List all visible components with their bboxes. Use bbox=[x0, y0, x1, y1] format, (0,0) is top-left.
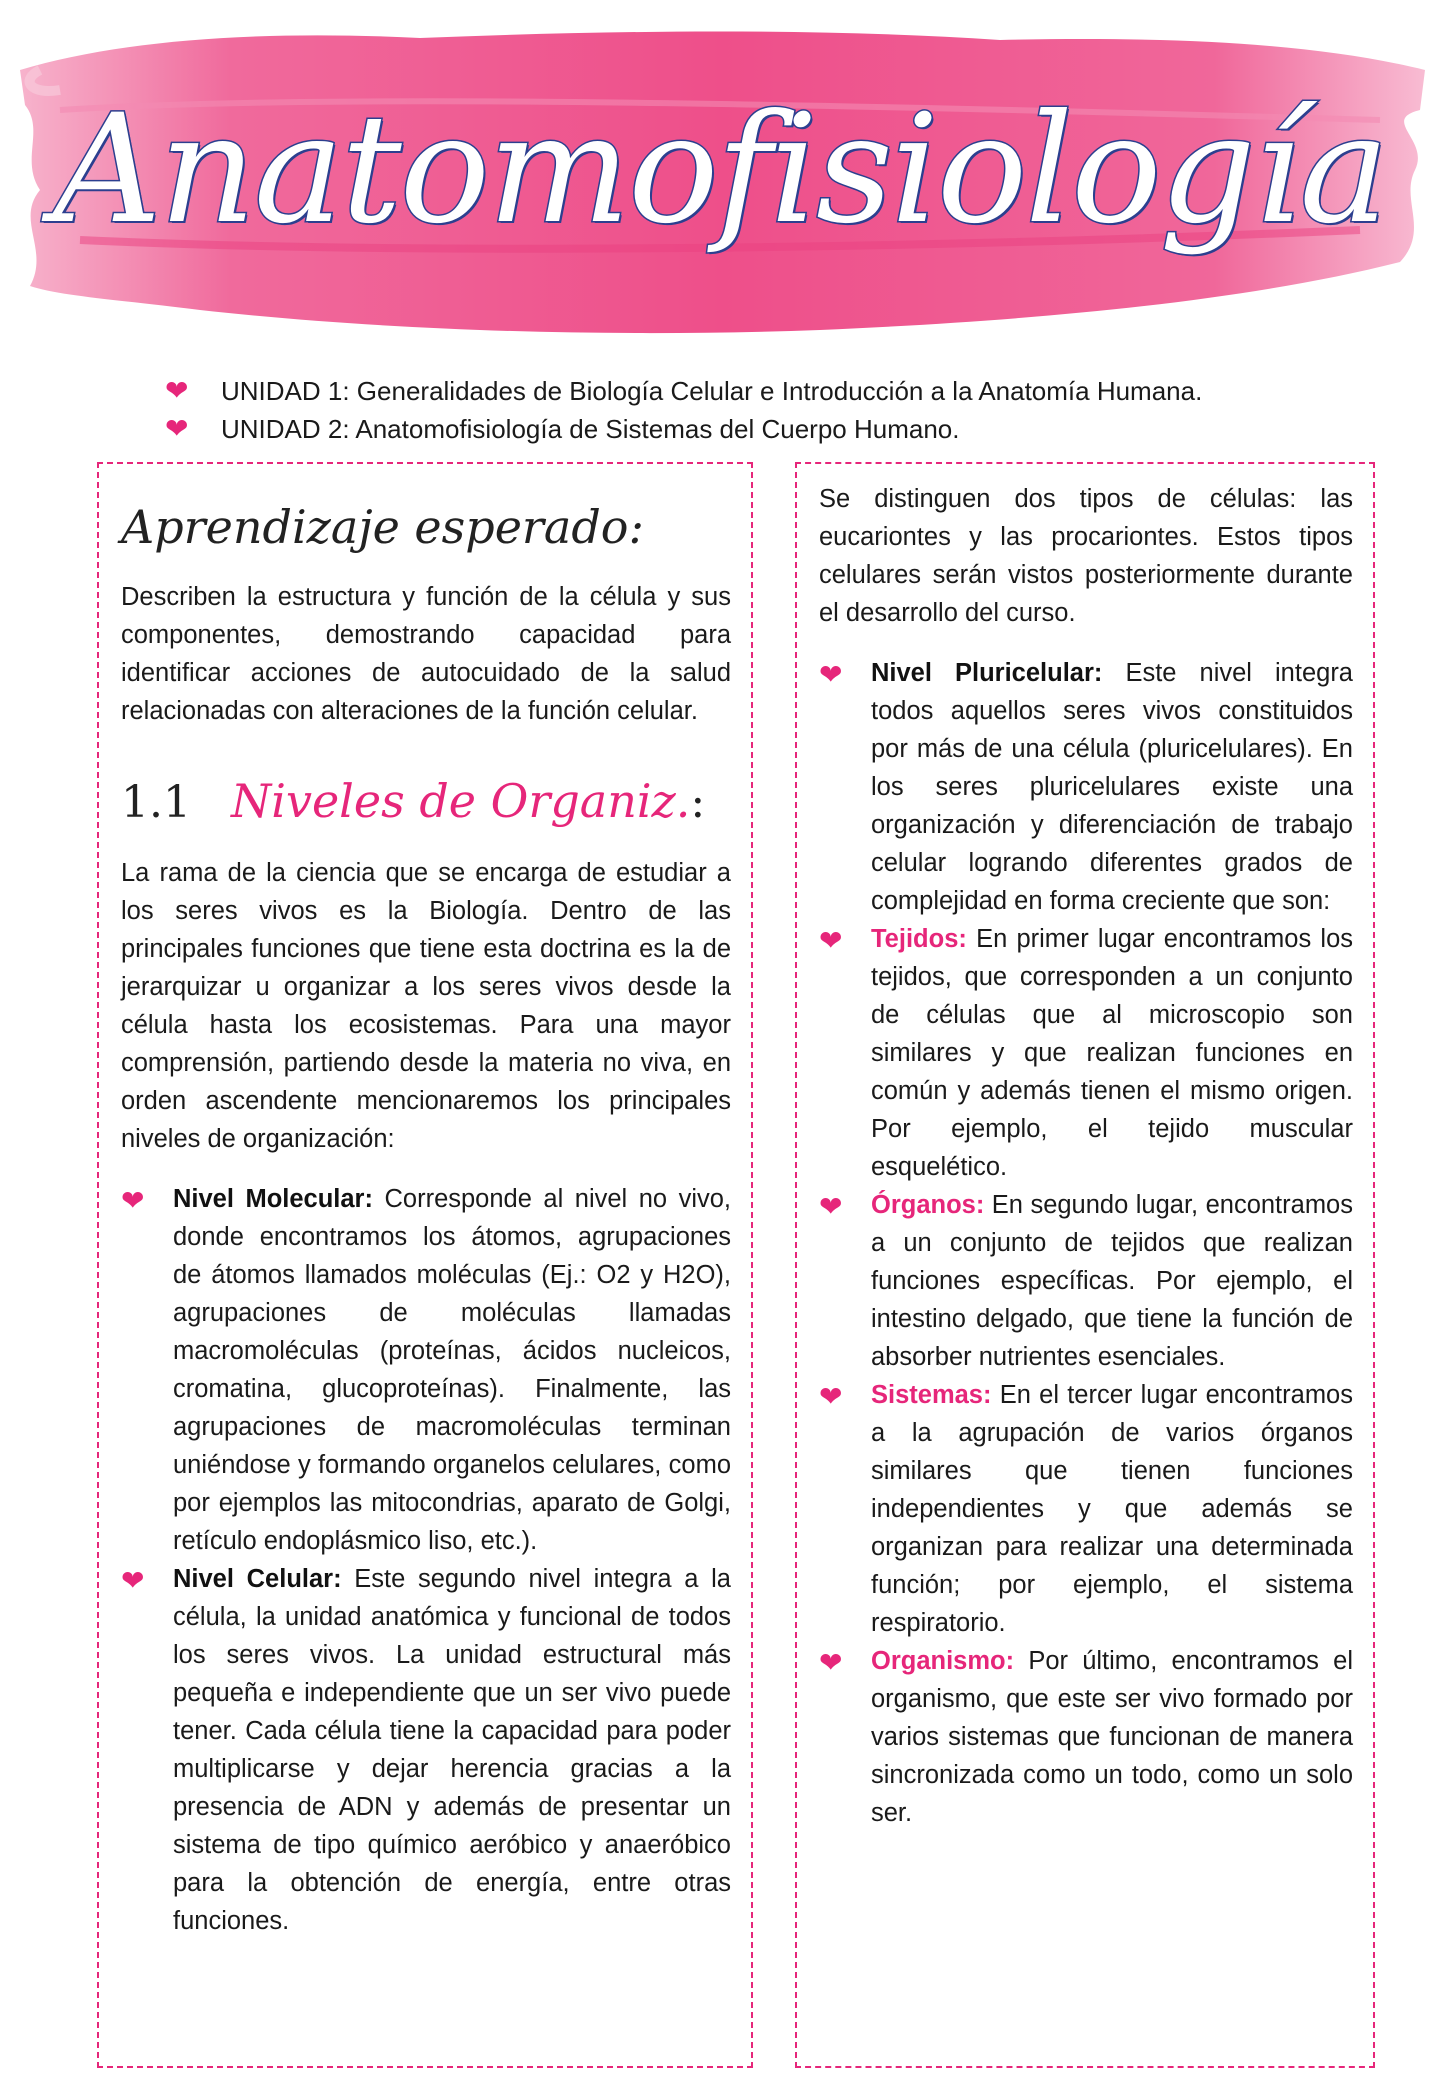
item-text: Por último, encontramos el organismo, que este ser vivo formado por varios sistemas que funcionan de manera sincronizada como un todo, como un solo ser. bbox=[871, 1647, 1353, 1827]
heart-icon: ❤ bbox=[819, 1647, 843, 1678]
item-text: En segundo lugar, encontramos a un conjunto de tejidos que realizan funciones específicas. Por ejemplo, el intestino delgado, que tiene la función de absorber nutrientes esenciales. bbox=[871, 1191, 1353, 1371]
list-item bbox=[819, 1376, 1353, 1642]
item-label: Tejidos: bbox=[871, 925, 967, 953]
item-text: Corresponde al nivel no vivo, donde encontramos los átomos, agrupaciones de átomos llamados moléculas (Ej.: O2 y H2O), agrupaciones de moléculas llamadas macromoléculas (proteínas, ácidos nucleicos, cromatina, glucoproteínas). Finalmente, las agrupaciones de macromoléculas terminan uniéndose y formando organelos celulares, como por ejemplos las mitocondrias, aparato de Golgi, retículo endoplásmico liso, etc.). bbox=[173, 1185, 732, 1555]
learning-outcome-text: Describen la estructura y función de la célula y sus componentes, demostrando capacidad para identificar acciones de autocuidado de la salud relacionadas con alteraciones de la función celular. bbox=[121, 583, 731, 725]
section-number: 1.1 bbox=[121, 777, 191, 828]
unit-text: UNIDAD 2: Anatomofisiología de Sistemas del Cuerpo Humano. bbox=[221, 414, 960, 444]
item-label: Órganos: bbox=[871, 1191, 985, 1219]
list-item bbox=[819, 654, 1353, 920]
section-heading bbox=[121, 774, 731, 828]
item-label: Nivel Molecular: bbox=[173, 1185, 373, 1213]
item-text: Este nivel integra todos aquellos seres vivos constituidos por más de una célula (pluricelulares). En los seres pluricelulares existe una organización y diferenciación de trabajo celular logrando diferentes grados de complejidad en forma creciente que son: bbox=[871, 659, 1353, 915]
list-item bbox=[819, 920, 1353, 1186]
list-item bbox=[165, 372, 1365, 410]
heart-icon: ❤ bbox=[121, 1185, 145, 1216]
right-column bbox=[795, 462, 1375, 2068]
heart-icon: ❤ bbox=[819, 659, 843, 690]
item-label: Nivel Pluricelular: bbox=[871, 659, 1103, 687]
heart-icon: ❤ bbox=[165, 375, 189, 406]
section-title: Niveles de Organiz. bbox=[231, 774, 691, 828]
heart-icon: ❤ bbox=[121, 1565, 145, 1596]
heart-icon: ❤ bbox=[819, 1191, 843, 1222]
item-text: En primer lugar encontramos los tejidos, que corresponden a un conjunto de células que al microscopio son similares y que realizan funciones en común y además tienen el mismo origen. Por ejemplo, el tejido muscular esquelético. bbox=[871, 925, 1353, 1181]
learning-heading: Aprendizaje esperado: bbox=[121, 500, 644, 554]
item-label: Nivel Celular: bbox=[173, 1565, 342, 1593]
heart-icon: ❤ bbox=[165, 413, 189, 444]
item-label: Sistemas: bbox=[871, 1381, 992, 1409]
item-label: Organismo: bbox=[871, 1647, 1015, 1675]
item-text: En el tercer lugar encontramos a la agrupación de varios órganos similares que tienen funciones independientes y que además se organizan para realizar una determinada función; por ejemplo, el sistema respiratorio. bbox=[871, 1381, 1353, 1637]
item-text: Este segundo nivel integra a la célula, la unidad anatómica y funcional de todos los seres vivos. La unidad estructural más pequeña e independiente que un ser vivo puede tener. Cada célula tiene la capacidad para poder multiplicarse y dejar herencia gracias a la presencia de ADN y además de presentar un sistema de tipo químico aeróbico y anaeróbico para la obtención de energía, entre otras funciones. bbox=[173, 1565, 731, 1935]
left-column bbox=[97, 462, 753, 2068]
list-item bbox=[165, 410, 1365, 448]
list-item bbox=[121, 1560, 731, 1940]
page-title: Anatomofisiología bbox=[53, 83, 1387, 257]
unit-text: UNIDAD 1: Generalidades de Biología Celular e Introducción a la Anatomía Humana. bbox=[221, 376, 1203, 406]
units-list bbox=[165, 372, 1365, 448]
list-item bbox=[819, 1642, 1353, 1832]
cell-types-text: Se distinguen dos tipos de células: las eucariontes y las procariontes. Estos tipos celulares serán vistos posteriormente durante el desarrollo del curso. bbox=[819, 485, 1353, 627]
header-banner bbox=[0, 0, 1440, 370]
heart-icon: ❤ bbox=[819, 925, 843, 956]
section-colon: : bbox=[690, 777, 706, 828]
intro-paragraph: La rama de la ciencia que se encarga de estudiar a los seres vivos es la Biología. Dentro de las principales funciones que tiene esta doctrina es la de jerarquizar u organizar a los seres vivos desde la célula hasta los ecosistemas. Para una mayor comprensión, partiendo desde la materia no viva, en orden ascendente mencionaremos los principales niveles de organización: bbox=[121, 859, 731, 1153]
list-item bbox=[121, 1180, 731, 1560]
heart-icon: ❤ bbox=[819, 1381, 843, 1412]
list-item bbox=[819, 1186, 1353, 1376]
